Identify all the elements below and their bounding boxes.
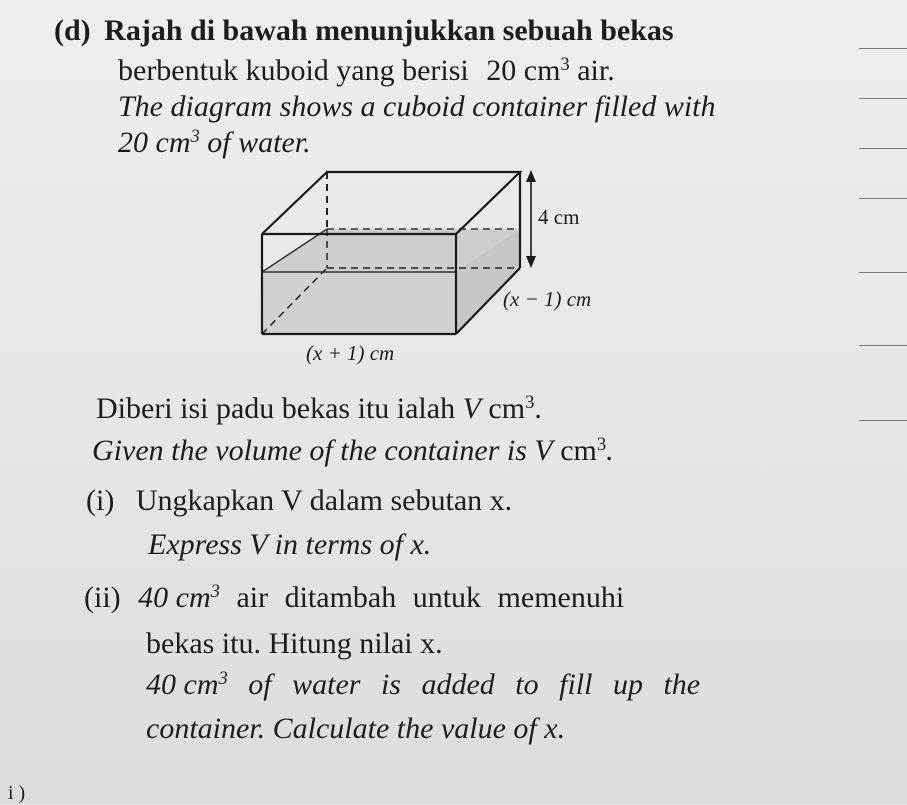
intro-english-line-2: 20 $cm^3$ of water. <box>118 125 311 159</box>
arrow-head-up <box>526 170 536 182</box>
given-english: Given the volume of the container is V $cm^3$. <box>92 433 614 467</box>
arrow-head-down <box>526 256 536 268</box>
top-face-outline <box>262 172 520 234</box>
part-label: (d) <box>54 14 91 47</box>
part-i-label: (i) <box>86 484 115 517</box>
intro-malay-line-2: berbentuk kuboid yang berisi 20 $cm^3$ air. <box>118 53 615 87</box>
height-label: 4 cm <box>538 205 580 229</box>
part-ii-label: (ii) <box>84 581 121 614</box>
part-i-english: Express V in terms of x. <box>148 528 432 561</box>
part-ii-english-line-2: container. Calculate the value of x. <box>146 712 566 745</box>
water-front-face <box>262 272 456 334</box>
part-i-malay: (i) Ungkapkan V dalam sebutan x. <box>86 484 513 517</box>
part-ii-malay-line-1: (ii) 40 $cm^3$ air ditambah untuk memenuhi <box>84 580 625 614</box>
part-ii-malay-line-2: bekas itu. Hitung nilai x. <box>146 627 443 660</box>
intro-english-line-1: The diagram shows a cuboid container filled with <box>118 90 716 123</box>
intro-malay-line-1: (d) Rajah di bawah menunjukkan sebuah bekas <box>54 14 674 47</box>
width-label: (x + 1) cm <box>306 341 395 365</box>
footer-mark: i ) <box>8 782 26 804</box>
part-ii-english-line-1: 40 $cm^3$ of water is added to fill up the <box>146 667 701 701</box>
given-malay: Diberi isi padu bekas itu ialah V $cm^3$. <box>96 391 542 425</box>
depth-label: (x − 1) cm <box>503 287 592 311</box>
